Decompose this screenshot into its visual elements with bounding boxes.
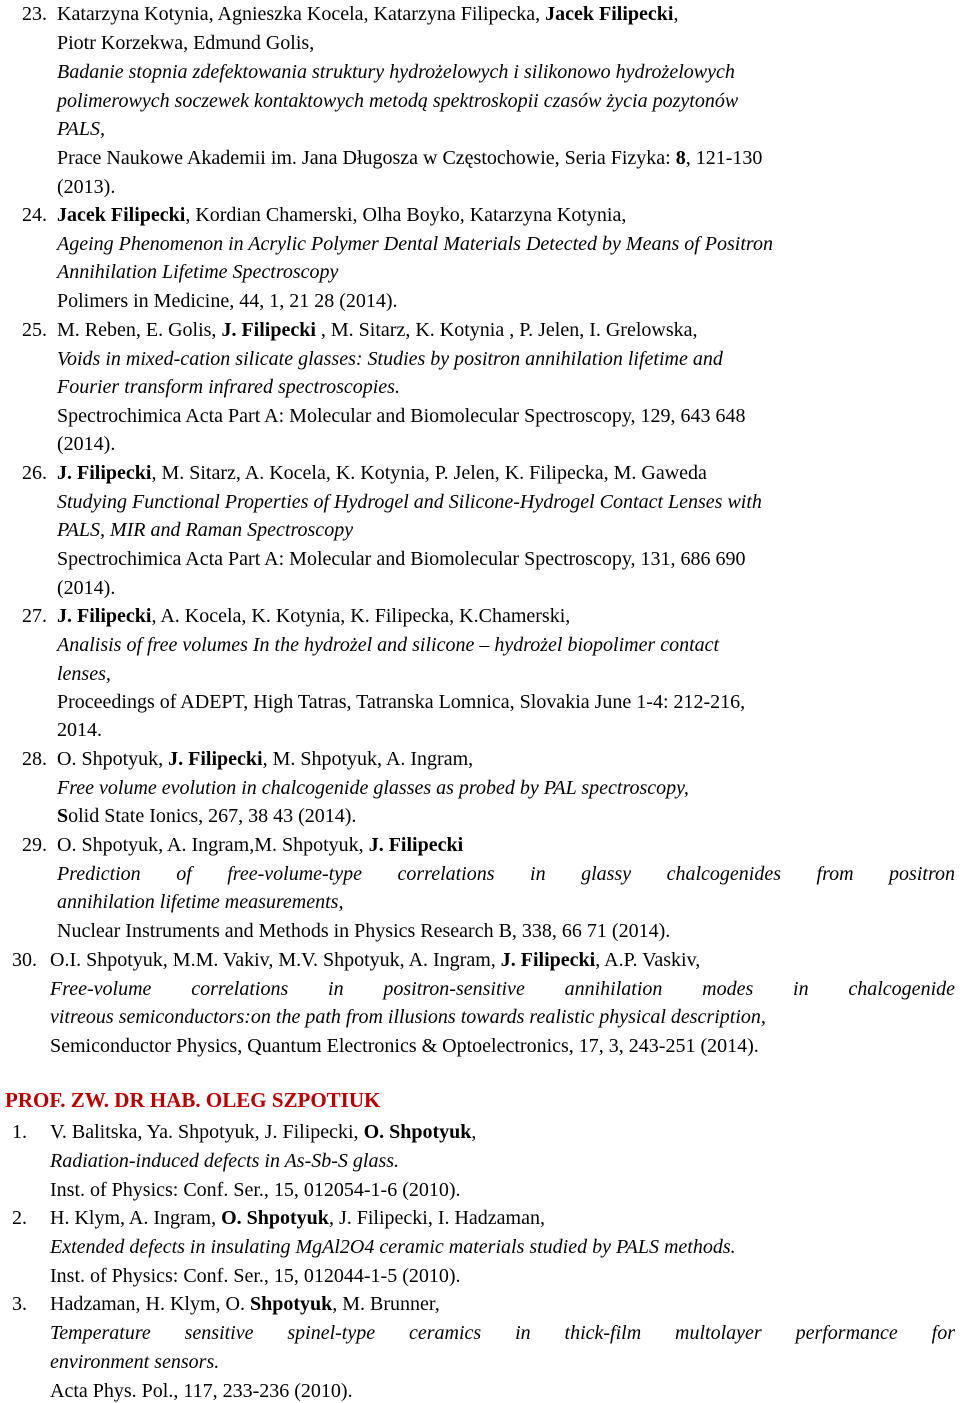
reference-line [57,921,670,941]
title-text: Free-volume correlations in positron-sensitive annihilation modes in chalcogenide [50,978,955,1000]
reference-line [57,62,735,82]
reference-line [57,606,570,626]
reference-text: V. Balitska, Ya. Shpotyuk, J. Filipecki, [50,1121,364,1143]
author-highlight: J. Filipecki [368,834,464,856]
title-text: annihilation lifetime measurements, [57,891,344,913]
reference-text: H. Klym, A. Ingram, [50,1207,222,1229]
reference-line [50,1122,476,1142]
reference-text: (2014). [57,577,116,599]
reference-line [57,262,338,282]
title-text: Radiation-induced defects in As-Sb-S glass. [50,1150,400,1172]
title-text: polimerowych soczewek kontaktowych metodą spektroskopii czasów życia pozytonów [57,90,739,112]
author-highlight: J. Filipecki [57,462,152,484]
reference-text: , [673,3,679,25]
reference-text: , A. Kocela, K. Kotynia, K. Filipecka, K.Chamerski, [151,605,571,627]
reference-line [57,835,463,855]
reference-text: Semiconductor Physics, Quantum Electronics & Optoelectronics, 17, 3, 243-251 (2014). [50,1035,759,1057]
reference-number: 24. [22,204,47,226]
title-text: vitreous semiconductors:on the path from illusions towards realistic physical description, [50,1006,766,1028]
reference-text: , M. Brunner, [332,1293,440,1315]
reference-text: Prace Naukowe Akademii im. Jana Długosza w Częstochowie, Seria Fizyka: [57,147,676,169]
title-text: lenses, [57,663,111,685]
reference-line [57,234,773,254]
reference-line [57,692,745,712]
reference-text: (2013). [57,176,116,198]
reference-line [57,492,762,512]
reference-line [57,520,353,540]
reference-number: 26. [22,462,47,484]
reference-line [50,1151,399,1171]
reference-line [57,148,762,168]
author-highlight: Jacek Filipecki [545,3,674,25]
title-text: Badanie stopnia zdefektowania struktury hydrożelowych i silikonowo hydrożelowych [57,61,735,83]
reference-line [57,291,398,311]
reference-text: 2014. [57,719,102,741]
reference-line [50,1007,766,1027]
author-highlight: J. Filipecki [500,949,596,971]
title-text: PALS, MIR and Raman Spectroscopy [57,519,354,541]
author-highlight: S [57,805,69,827]
reference-number: 3. [12,1293,27,1315]
reference-number: 25. [22,319,47,341]
reference-line [57,349,723,369]
reference-number: 2. [12,1207,27,1229]
author-highlight: J. Filipecki [168,748,263,770]
reference-line [57,119,105,139]
reference-text: , A.P. Vaskiv, [595,949,701,971]
title-text: Ageing Phenomenon in Acrylic Polymer Dental Materials Detected by Means of Positron [57,233,773,255]
reference-number: 30. [12,949,37,971]
reference-number: 28. [22,748,47,770]
reference-number: 23. [22,3,47,25]
reference-number: 27. [22,605,47,627]
reference-text: Nuclear Instruments and Methods in Physics Research B, 338, 66 71 (2014). [57,920,671,942]
reference-text: O.I. Shpotyuk, M.M. Vakiv, M.V. Shpotyuk, A. Ingram, [50,949,501,971]
reference-text: Hadzaman, H. Klym, O. [50,1293,250,1315]
reference-line [57,406,746,426]
reference-text: O. Shpotyuk, [57,748,169,770]
title-text: Extended defects in insulating MgAl2O4 ceramic materials studied by PALS methods. [50,1236,736,1258]
title-text: PALS, [57,118,105,140]
title-text: Studying Functional Properties of Hydrogel and Silicone-Hydrogel Contact Lenses with [57,491,762,513]
reference-text: , Kordian Chamerski, Olha Boyko, Katarzyna Kotynia, [185,204,627,226]
title-text: Analisis of free volumes In the hydrożel and silicone – hydrożel biopolimer contact [57,634,720,656]
reference-line [57,91,738,111]
title-text: Voids in mixed-cation silicate glasses: Studies by positron annihilation lifetime and [57,348,723,370]
reference-text: , J. Filipecki, I. Hadzaman, [328,1207,545,1229]
reference-line [50,1036,759,1056]
reference-line [50,1294,440,1314]
reference-line [57,4,678,24]
reference-line [57,892,343,912]
reference-text: , 121-130 [685,147,763,169]
reference-text: O. Shpotyuk, A. Ingram,M. Shpotyuk, [57,834,369,856]
author-highlight: 8 [675,147,686,169]
reference-line [57,549,746,569]
author-highlight: Jacek Filipecki [57,204,186,226]
author-highlight: O. Shpotyuk [363,1121,472,1143]
title-text: Annihilation Lifetime Spectroscopy [57,261,339,283]
reference-line [57,205,626,225]
reference-line [50,1266,461,1286]
reference-text: , M. Shpotyuk, A. Ingram, [262,748,474,770]
reference-line [50,979,955,999]
reference-line [57,177,115,197]
author-highlight: Shpotyuk [249,1293,333,1315]
title-text: environment sensors. [50,1351,220,1373]
title-text: Prediction of free-volume-type correlations in glassy chalcogenides from positron [57,863,955,885]
author-highlight: J. Filipecki [221,319,316,341]
reference-text: Katarzyna Kotynia, Agnieszka Kocela, Katarzyna Filipecka, [57,3,546,25]
reference-line [57,664,111,684]
reference-text: Piotr Korzekwa, Edmund Golis, [57,32,315,54]
reference-line [50,1237,736,1257]
reference-text: Polimers in Medicine, 44, 1, 21 28 (2014). [57,290,398,312]
section-heading: PROF. ZW. DR HAB. OLEG SZPOTIUK [5,1088,381,1112]
reference-line [50,1208,545,1228]
reference-text: olid State Ionics, 267, 38 43 (2014). [68,805,357,827]
reference-text: Proceedings of ADEPT, High Tatras, Tatranska Lomnica, Slovakia June 1-4: 212-216, [57,691,746,713]
author-highlight: J. Filipecki [57,605,152,627]
reference-line [50,1323,955,1343]
reference-text: Spectrochimica Acta Part A: Molecular and Biomolecular Spectroscopy, 131, 686 690 [57,548,746,570]
reference-line [50,1180,461,1200]
reference-line [57,749,473,769]
author-highlight: O. Shpotyuk [221,1207,329,1229]
title-text: Temperature sensitive spinel-type ceramics in thick-film multolayer performance for [50,1322,955,1344]
reference-number: 1. [12,1121,27,1143]
reference-text: Acta Phys. Pol., 117, 233-236 (2010). [50,1380,353,1402]
reference-line [57,720,102,740]
reference-line [57,320,698,340]
reference-line [50,950,700,970]
reference-text: , M. Sitarz, K. Kotynia , P. Jelen, I. Grelowska, [315,319,698,341]
reference-text: Inst. of Physics: Conf. Ser., 15, 012044-1-5 (2010). [50,1265,461,1287]
reference-line [57,33,314,53]
reference-line [57,578,115,598]
reference-line [57,635,719,655]
reference-line [57,864,955,884]
reference-text: , M. Sitarz, A. Kocela, K. Kotynia, P. Jelen, K. Filipecka, M. Gaweda [151,462,707,484]
reference-line [57,463,707,483]
reference-line [50,1352,219,1372]
reference-text: (2014). [57,433,116,455]
reference-line [50,1381,353,1401]
reference-text: Inst. of Physics: Conf. Ser., 15, 012054-1-6 (2010). [50,1179,461,1201]
reference-line [57,806,356,826]
reference-text: , [471,1121,477,1143]
reference-line [57,377,400,397]
reference-text: M. Reben, E. Golis, [57,319,222,341]
reference-number: 29. [22,834,47,856]
title-text: Fourier transform infrared spectroscopies. [57,376,400,398]
title-text: Free volume evolution in chalcogenide glasses as probed by PAL spectroscopy, [57,777,689,799]
reference-line [57,434,115,454]
reference-line [57,778,689,798]
reference-text: Spectrochimica Acta Part A: Molecular and Biomolecular Spectroscopy, 129, 643 648 [57,405,746,427]
